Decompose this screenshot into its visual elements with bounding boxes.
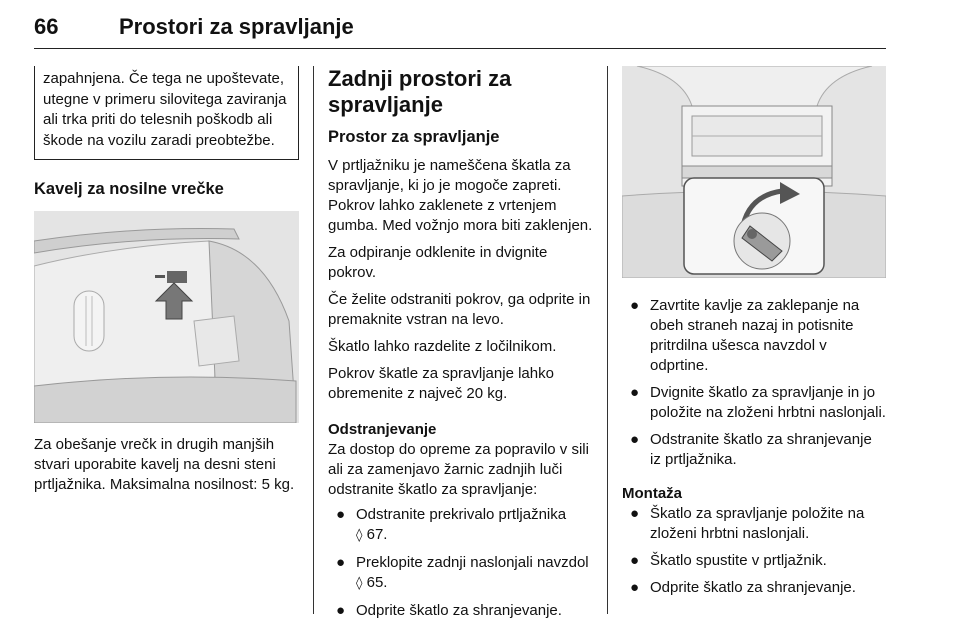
section-heading-bag-hook: Kavelj za nosilne vrečke: [34, 180, 224, 198]
page-ref-icon: ◊: [356, 528, 363, 543]
removal-steps-continued: [622, 296, 886, 470]
bullet-icon: ●: [630, 552, 640, 569]
column-right: [622, 66, 886, 598]
bullet-icon: ●: [336, 554, 346, 571]
list-item: ● Zavrtite kavlje za zaklepanje na obeh straneh nazaj in potisnite pritrdilna ušesca navzdol v odprtine.: [630, 297, 860, 374]
list-item: ● Škatlo za spravljanje položite na zloženi hrbtni naslonjali.: [630, 505, 865, 542]
column-middle: [328, 66, 596, 621]
warning-text: zapahnjena. Če tega ne upoštevate, utegne v primeru silovitega zaviranja ali trka priti do telesnih poškodb ali škode na vozilu zaradi preobtežbe.: [43, 70, 287, 149]
storage-box-drawing: [622, 66, 886, 278]
bullet-icon: ●: [630, 384, 640, 401]
list-item: ● Odstranite škatlo za shranjevanje iz prtljažnika.: [630, 431, 872, 468]
bullet-icon: ●: [336, 506, 346, 523]
list-item: ● Odstranite prekrivalo prtljažnika ◊ 67.: [336, 506, 567, 543]
list-item: ● Preklopite zadnji naslonjali navzdol ◊ 65.: [336, 554, 589, 591]
paragraph-2: Za odpiranje odklenite in dvignite pokrov.: [328, 244, 548, 281]
page-title: Prostori za spravljanje: [119, 14, 354, 39]
bag-hook-description: Za obešanje vrečk in drugih manjših stvari uporabite kavelj na desni steni prtljažnika. Maksimalna nosilnost: 5 kg.: [34, 436, 295, 493]
bullet-icon: ●: [630, 297, 640, 314]
assembly-steps: [622, 504, 886, 598]
paragraph-3: Če želite odstraniti pokrov, ga odprite in premaknite vstran na levo.: [328, 291, 591, 328]
subheading-storage-compartment: Prostor za spravljanje: [328, 128, 500, 146]
page-header: [34, 14, 886, 49]
bullet-icon: ●: [630, 431, 640, 448]
warning-box: [34, 66, 299, 160]
removal-heading: Odstranjevanje: [328, 421, 437, 438]
list-item: ● Dvignite škatlo za spravljanje in jo položite na zloženi hrbtni naslonjali.: [630, 384, 886, 421]
bag-hook-illustration: [34, 211, 299, 423]
page-ref-link[interactable]: 67.: [366, 526, 388, 543]
bullet-icon: ●: [630, 579, 640, 596]
paragraph-4: Škatlo lahko razdelite z ločilnikom.: [328, 338, 557, 355]
bullet-icon: ●: [630, 505, 640, 522]
page-ref-link[interactable]: 65.: [366, 574, 388, 591]
page-ref-icon: ◊: [356, 576, 363, 591]
list-item: ● Odprite škatlo za shranjevanje.: [336, 602, 562, 619]
removal-intro: Za dostop do opreme za popravilo v sili ali za zamenjavo žarnic zadnjih luči odstranite škatlo za spravljanje:: [328, 441, 589, 498]
column-divider-2: [607, 66, 608, 614]
removal-steps: [328, 505, 596, 621]
assembly-heading: Montaža: [622, 485, 682, 502]
page-number: 66: [34, 14, 59, 39]
list-item: ● Škatlo spustite v prtljažnik.: [630, 552, 827, 569]
column-left: [34, 66, 299, 495]
paragraph-1: V prtljažniku je nameščena škatla za spravljanje, ki jo je mogoče zapreti. Pokrov lahko zaklenete z vrtenjem gumba. Med vožnjo mora biti zaklenjen.: [328, 157, 593, 234]
section-title-rear-storage: Zadnji prostori za spravljanje: [328, 66, 512, 117]
column-divider-1: [313, 66, 314, 614]
storage-box-illustration: [622, 66, 886, 278]
trunk-hook-drawing: [34, 211, 299, 423]
list-item: ● Odprite škatlo za shranjevanje.: [630, 579, 856, 596]
bullet-icon: ●: [336, 602, 346, 619]
paragraph-5: Pokrov škatle za spravljanje lahko obremenite z največ 20 kg.: [328, 365, 554, 402]
